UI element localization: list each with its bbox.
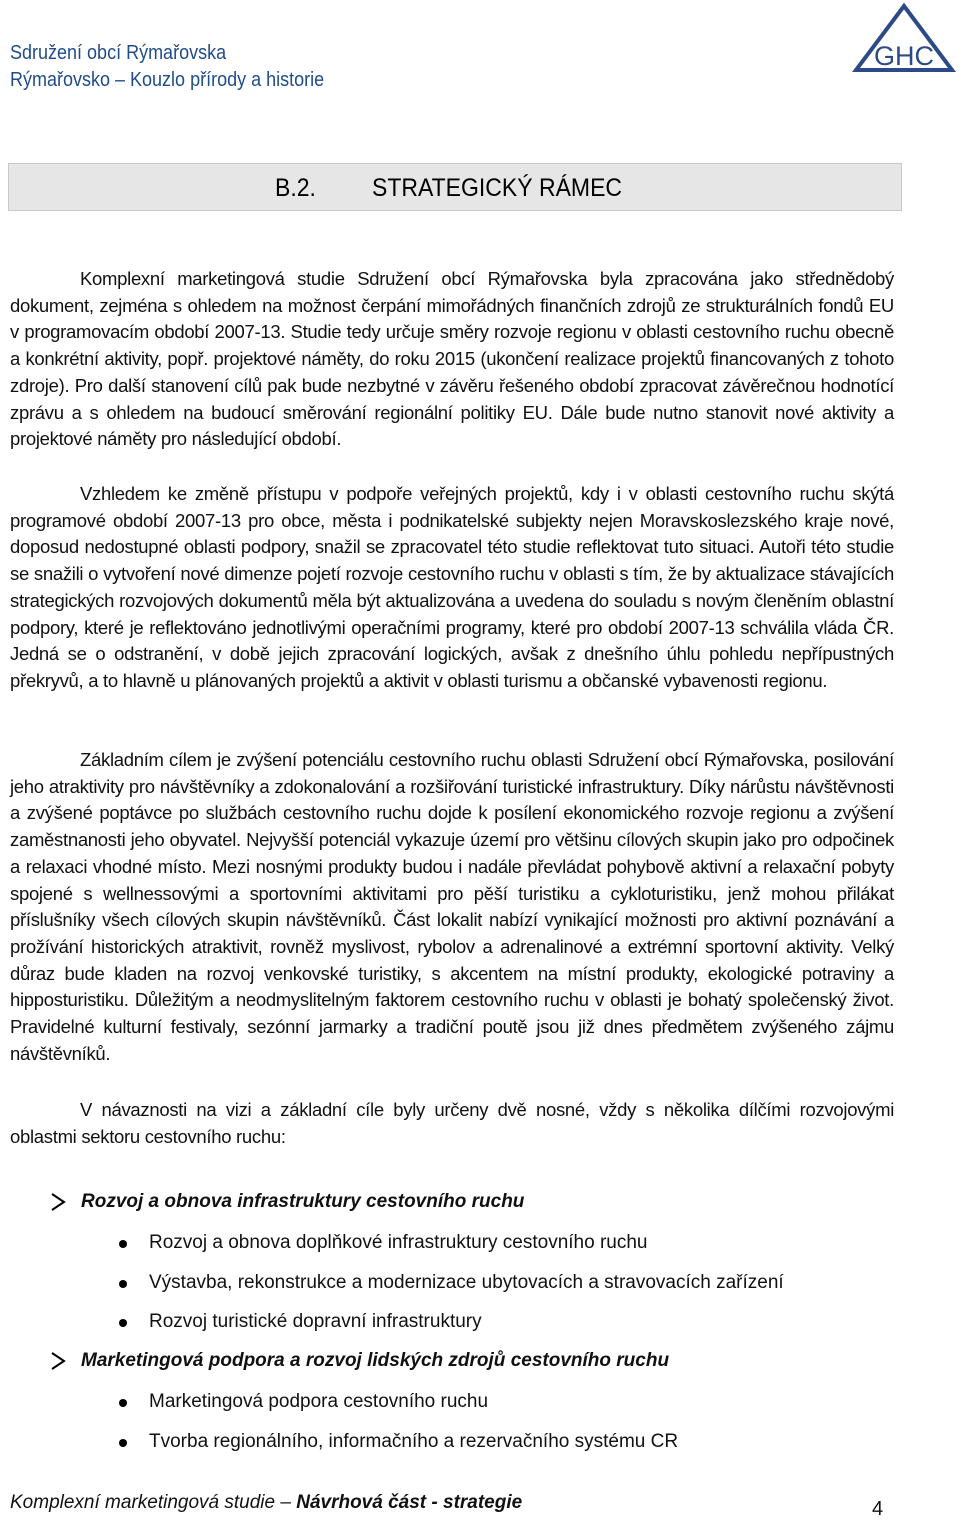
bullet-dot-icon	[119, 1439, 127, 1447]
area-title: Marketingová podpora a rozvoj lidských zdrojů cestovního ruchu	[81, 1350, 670, 1371]
footer-study-name: Komplexní marketingová studie	[10, 1492, 276, 1513]
area-title: Rozvoj a obnova infrastruktury cestovního ruchu	[81, 1191, 525, 1212]
bullet-dot-icon	[119, 1280, 127, 1288]
header-subtitle: Rýmařovsko – Kouzlo přírody a historie	[10, 69, 325, 91]
paragraph-main-goal: Základním cílem je zvýšení potenciálu cestovního ruchu oblasti Sdružení obcí Rýmařovska, posilování jeho atraktivity pro návštěvníky a zdokonalování a rozšiřování turistické infrastruktury. Díky nárůstu návštěvnosti a zvýšené poptávce po službách cestovního ruchu dojde k posílení ekonomického rozvoje regionu a zvýšení zaměstnanosti jeho obyvatel. Nejvyšší potenciál vykazuje území pro většinu cílových skupin jako pro odpočinek a relaxaci vhodné místo. Mezi nosnými produkty budou i nadále převládat pohybově aktivní a relaxační pobyty spojené s wellnessovými a sportovními aktivitami pro pěší turistiku a cykloturistiku, jenž mohou přilákat příslušníky všech cílových skupin návštěvníků. Část lokalit nabízí vynikající možnosti pro aktivní poznávání a prožívání historických atraktivit, rovněž myslivost, rybolov a adrenalinové a extrémní sportovní aktivity. Velký důraz bude kladen na rozvoj venkovské turistiky, s akcentem na místní produkty, ekologické potraviny a hipposturistiku. Důležitým a neodmyslitelným faktorem cestovního ruchu v oblasti je bohatý společenský život. Pravidelné kulturní festivaly, sezónní jarmarky a tradiční poutě jsou již dnes předmětem zvýšeného zájmu návštěvníků.	[10, 749, 894, 1064]
arrowhead-bullet-icon	[50, 1352, 66, 1370]
page-number: 4	[872, 1498, 884, 1520]
bullet-dot-icon	[119, 1399, 127, 1407]
logo-text: GHC	[874, 41, 934, 71]
footer-part-name: Návrhová část - strategie	[296, 1492, 523, 1513]
footer-dash: –	[275, 1492, 297, 1513]
paragraph-approach: Vzhledem ke změně přístupu v podpoře veřejných projektů, kdy i v oblasti cestovního ruchu skýtá programové období 2007-13 pro obce, města i podnikatelské subjekty nejen Moravskoslezského kraje nové, doposud nedostupné oblasti podpory, snažil se zpracovatel této studie reflektovat tuto situaci. Autoři této studie se snažili o vytvoření nové dimenze pojetí rozvoje cestovního ruchu v oblasti s tím, že by aktualizace stávajících strategických rozvojových dokumentů měla být aktualizována a uvedena do souladu s novým členěním oblastní podpory, které je reflektováno jednotlivými operačními programy, které pro období 2007-13 schválila vláda ČR. Jedná se o odstranění, v době jejich zpracování logických, avšak z dnešního úhlu pohledu nepřípustných překryvů, a to hlavně u plánovaných projektů a aktivit v oblasti turismu a občanské vybavenosti regionu.	[10, 483, 894, 691]
section-number: B.2.	[275, 174, 316, 202]
paragraph-intro: Komplexní marketingová studie Sdružení obcí Rýmařovska byla zpracována jako střednědobý dokument, zejména s ohledem na možnost čerpání mimořádných finančních zdrojů ze strukturálních fondů EU v programovacím období 2007-13. Studie tedy určuje směry rozvoje regionu v oblasti cestovního ruchu obecně a konkrétní aktivity, popř. projektové náměty, do roku 2015 (ukončení realizace projektů financovaných z tohoto zdroje). Pro další stanovení cílů pak bude nezbytné v závěru řešeného období zpracovat závěrečnou hodnotící zprávu a s ohledem na budoucí směrování regionální politiky EU. Dále bude nutno stanovit nové aktivity a projektové náměty pro následující období.	[10, 268, 894, 450]
section-heading	[8, 163, 902, 211]
list-item-text: Rozvoj a obnova doplňkové infrastruktury cestovního ruchu	[149, 1232, 648, 1253]
bullet-dot-icon	[119, 1319, 127, 1327]
document-header	[10, 40, 359, 94]
ghc-logo	[852, 2, 956, 80]
list-item-text: Marketingová podpora cestovního ruchu	[149, 1391, 489, 1412]
footer-title	[10, 1492, 522, 1514]
list-item-text: Rozvoj turistické dopravní infrastruktury	[149, 1311, 482, 1332]
bullet-dot-icon	[119, 1240, 127, 1248]
list-item-text: Výstavba, rekonstrukce a modernizace ubytovacích a stravovacích zařízení	[149, 1272, 784, 1293]
paragraph-areas-intro: V návaznosti na vizi a základní cíle byly určeny dvě nosné, vždy s několika dílčími rozvojovými oblastmi sektoru cestovního ruchu:	[10, 1099, 894, 1147]
arrowhead-bullet-icon	[50, 1193, 66, 1211]
header-organization: Sdružení obcí Rýmařovska	[10, 42, 227, 64]
list-item-text: Tvorba regionálního, informačního a rezervačního systému CR	[149, 1431, 679, 1452]
section-title: STRATEGICKÝ RÁMEC	[372, 174, 623, 202]
